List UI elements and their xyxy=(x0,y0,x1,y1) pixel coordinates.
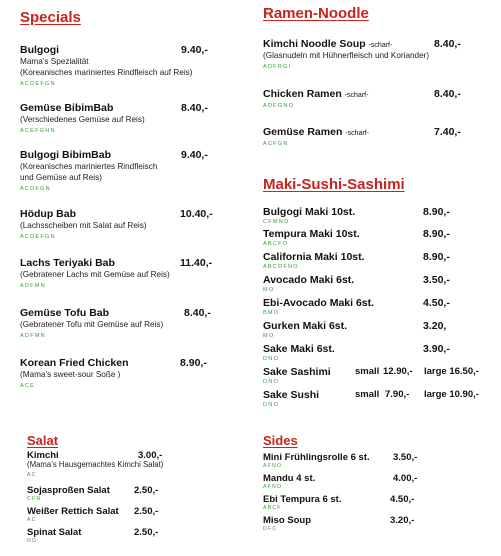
item-price: 10.40,- xyxy=(180,208,213,220)
item-name-text: Gemüse Ramen xyxy=(263,126,343,138)
ramen-section xyxy=(255,0,501,160)
allergen-codes: CFN xyxy=(27,496,42,502)
item-name: Miso Soup xyxy=(263,515,312,526)
item-price: 2.50,- xyxy=(134,506,159,517)
allergen-codes: ACFGN xyxy=(263,141,289,147)
allergen-codes: ADFRGI xyxy=(263,64,292,70)
item-description: (Glasnudeln mit Hühnerfleisch und Koriander) xyxy=(263,51,430,60)
salat-section xyxy=(0,425,245,556)
allergen-codes: DNO xyxy=(263,356,280,362)
item-name: Sake Sushi xyxy=(263,389,320,401)
menu-item xyxy=(263,228,488,250)
allergen-codes: ADFGNO xyxy=(263,103,295,109)
allergen-codes: ADFMN xyxy=(20,283,46,289)
allergen-codes: NO xyxy=(27,538,38,544)
sides-heading: Sides xyxy=(263,433,298,448)
item-description: (Koreanisches mariniertes Rindfleisch xyxy=(20,162,158,171)
item-name: Kimchi xyxy=(27,450,59,461)
item-description: (Mama’s Hausgemachtes Kimchi Salat) xyxy=(27,460,164,469)
maki-section xyxy=(255,170,501,410)
menu-item xyxy=(263,343,488,365)
item-description: (Gebratener Tofu mit Gemüse auf Reis) xyxy=(20,320,164,329)
specials-section xyxy=(0,0,245,400)
menu-item xyxy=(263,251,488,273)
item-price: 11.40,- xyxy=(180,257,213,269)
item-name xyxy=(263,88,368,100)
small-price: 12.90,- xyxy=(383,366,413,377)
item-name: Tempura Maki 10st. xyxy=(263,228,360,240)
item-price: 3.50,- xyxy=(423,274,450,286)
ramen-heading: Ramen-Noodle xyxy=(263,5,369,22)
menu-item xyxy=(263,473,473,493)
item-description: (Verschiedenes Gemüse auf Reis) xyxy=(20,115,145,124)
menu-item xyxy=(20,307,220,347)
menu-item xyxy=(20,257,220,297)
allergen-codes: AC xyxy=(27,472,37,478)
menu-item xyxy=(263,389,501,411)
allergen-codes: ACE xyxy=(20,383,36,389)
item-name: Ebi Tempura 6 st. xyxy=(263,494,342,505)
menu-item xyxy=(263,366,501,388)
menu-item xyxy=(263,494,473,514)
spicy-note: -scharf- xyxy=(344,92,369,99)
menu-item xyxy=(263,515,473,537)
item-name: Bulgogi Maki 10st. xyxy=(263,206,356,218)
item-name xyxy=(263,126,369,138)
menu-item xyxy=(20,149,220,199)
item-name-text: Chicken Ramen xyxy=(263,88,342,100)
item-price: 2.50,- xyxy=(134,527,159,538)
menu-item xyxy=(263,126,488,152)
small-price: 7.90,- xyxy=(385,389,410,400)
menu-item xyxy=(27,506,217,526)
item-name: Gemüse BibimBab xyxy=(20,102,114,114)
large-price: large 16.50,- xyxy=(424,366,479,377)
item-name: Hödup Bab xyxy=(20,208,76,220)
menu-item xyxy=(20,102,220,142)
allergen-codes: ABCF xyxy=(263,505,282,511)
item-description: (Lachsscheiben mit Salat auf Reis) xyxy=(20,221,147,230)
allergen-codes: MO xyxy=(263,287,275,293)
item-description: (Mama’s sweet-sour Soße ) xyxy=(20,370,121,379)
item-name: Gemüse Tofu Bab xyxy=(20,307,110,319)
allergen-codes: MO xyxy=(263,333,275,339)
maki-heading: Maki-Sushi-Sashimi xyxy=(263,176,405,193)
item-price: 8.40,- xyxy=(181,102,208,114)
small-label: small xyxy=(355,389,380,400)
large-price: large 10.90,- xyxy=(424,389,479,400)
allergen-codes: DNO xyxy=(263,379,280,385)
menu-item xyxy=(263,274,488,296)
item-description: (Koreanisches mariniertes Rindfleisch auf Reis) xyxy=(20,68,193,77)
item-description: und Gemüse auf Reis) xyxy=(20,173,102,182)
item-price: 7.40,- xyxy=(434,126,461,138)
item-description: (Gebratener Lachs mit Gemüse auf Reis) xyxy=(20,270,170,279)
allergen-codes: ACEFGHN xyxy=(20,128,56,134)
allergen-codes: ABCFO xyxy=(263,241,289,247)
item-price: 8.90,- xyxy=(423,251,450,263)
item-name: Spinat Salat xyxy=(27,527,82,538)
allergen-codes: CFMNO xyxy=(263,219,290,225)
item-price: 8.90,- xyxy=(180,357,207,369)
allergen-codes: AFNO xyxy=(263,484,283,490)
menu-item xyxy=(263,297,488,319)
item-price: 3.20, xyxy=(423,320,447,332)
item-price: 3.20,- xyxy=(390,515,415,526)
item-price: 8.90,- xyxy=(423,206,450,218)
sides-section xyxy=(255,425,501,556)
item-name: Sojasproßen Salat xyxy=(27,485,110,496)
small-label: small xyxy=(355,366,380,377)
item-price: 3.50,- xyxy=(393,452,418,463)
menu-item xyxy=(20,44,220,94)
allergen-codes: ACDEFGN xyxy=(20,234,56,240)
item-name: California Maki 10st. xyxy=(263,251,365,263)
allergen-codes: AFNO xyxy=(263,463,283,469)
item-price: 9.40,- xyxy=(181,44,208,56)
menu-item xyxy=(263,88,488,114)
spicy-note: -scharf- xyxy=(345,130,370,137)
item-name xyxy=(263,38,392,50)
item-price: 8.40,- xyxy=(434,88,461,100)
menu-item xyxy=(263,452,473,472)
item-name: Mini Frühlingsrolle 6 st. xyxy=(263,452,370,463)
menu-item xyxy=(27,450,217,484)
menu-item xyxy=(263,206,488,228)
item-name: Korean Fried Chicken xyxy=(20,357,129,369)
allergen-codes: BMO xyxy=(263,310,280,316)
spicy-note: -scharf- xyxy=(368,42,393,49)
item-name: Gurken Maki 6st. xyxy=(263,320,348,332)
item-price: 4.50,- xyxy=(390,494,415,505)
item-description: Mama’s Spezialität xyxy=(20,57,89,66)
allergen-codes: ACDFGN xyxy=(20,186,51,192)
allergen-codes: DNO xyxy=(263,402,280,408)
item-name: Sake Maki 6st. xyxy=(263,343,335,355)
allergen-codes: DFC xyxy=(263,526,278,532)
item-name: Mandu 4 st. xyxy=(263,473,316,484)
item-name: Bulgogi xyxy=(20,44,60,56)
allergen-codes: ACDEFGN xyxy=(20,81,56,87)
item-price: 4.50,- xyxy=(423,297,450,309)
item-name: Lachs Teriyaki Bab xyxy=(20,257,115,269)
item-name: Avocado Maki 6st. xyxy=(263,274,355,286)
item-price: 3.90,- xyxy=(423,343,450,355)
item-price: 9.40,- xyxy=(181,149,208,161)
menu-item xyxy=(263,320,488,342)
item-price: 8.40,- xyxy=(434,38,461,50)
item-name-text: Kimchi Noodle Soup xyxy=(263,38,366,50)
allergen-codes: AC xyxy=(27,517,37,523)
item-price: 4.00,- xyxy=(393,473,418,484)
specials-heading: Specials xyxy=(20,9,81,26)
menu-item xyxy=(20,208,220,248)
item-price: 2.50,- xyxy=(134,485,159,496)
item-price: 3.00,- xyxy=(138,450,163,461)
item-price: 8.40,- xyxy=(184,307,211,319)
item-price: 8.90,- xyxy=(423,228,450,240)
allergen-codes: ABCDFNO xyxy=(263,264,299,270)
item-name: Bulgogi BibimBab xyxy=(20,149,111,161)
menu-item xyxy=(27,485,217,505)
salat-heading: Salat xyxy=(27,433,59,448)
item-name: Sake Sashimi xyxy=(263,366,331,378)
allergen-codes: ADFMN xyxy=(20,333,46,339)
item-name: Weißer Rettich Salat xyxy=(27,506,119,517)
menu-item xyxy=(20,357,220,397)
item-name: Ebi-Avocado Maki 6st. xyxy=(263,297,375,309)
menu-item xyxy=(27,527,217,549)
menu-item xyxy=(263,38,488,74)
